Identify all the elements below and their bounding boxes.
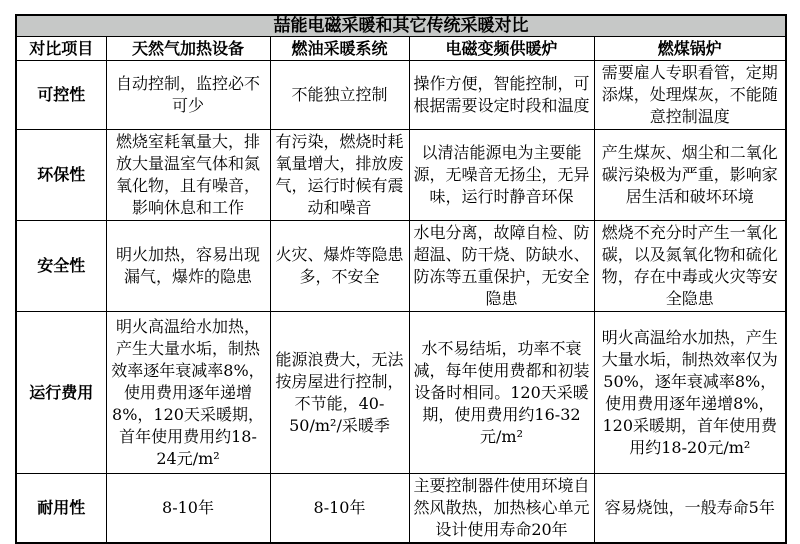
column-header-oil: 燃油采暖系统 xyxy=(270,37,409,61)
column-header-coal: 燃煤锅炉 xyxy=(594,37,786,61)
column-header-item: 对比项目 xyxy=(16,37,106,61)
table-cell: 容易烧蚀，一般寿命5年 xyxy=(594,474,786,544)
row-label: 安全性 xyxy=(16,221,106,312)
table-cell: 燃烧不充分时产生一氧化碳，以及氮氧化物和硫化物，存在中毒或火灾等安全隐患 xyxy=(594,221,786,312)
table-cell: 明火加热，容易出现漏气，爆炸的隐患 xyxy=(106,221,270,312)
row-label: 运行费用 xyxy=(16,312,106,474)
table-cell: 8-10年 xyxy=(270,474,409,544)
column-header-gas: 天然气加热设备 xyxy=(106,37,270,61)
table-cell: 产生煤灰、烟尘和二氧化碳污染极为严重，影响家居生活和破坏环境 xyxy=(594,130,786,221)
table-row-safety xyxy=(16,221,786,312)
table-cell: 有污染，燃烧时耗氧量增大，排放废气，运行时候有震动和噪音 xyxy=(270,130,409,221)
table-cell: 水电分离，故障自检、防超温、防干烧、防缺水、防冻等五重保护，无安全隐患 xyxy=(409,221,594,312)
table-row-operating-cost xyxy=(16,312,786,474)
table-cell: 以清洁能源电为主要能源，无噪音无扬尘，无异味，运行时静音环保 xyxy=(409,130,594,221)
table-cell: 8-10年 xyxy=(106,474,270,544)
table-header-row xyxy=(16,37,786,61)
table-cell: 燃烧室耗氧量大，排放大量温室气体和氮氧化物，且有噪音，影响休息和工作 xyxy=(106,130,270,221)
column-header-electromagnetic: 电磁变频供暖炉 xyxy=(409,37,594,61)
table-cell: 明火高温给水加热，产生大量水垢，制热效率仅为50%，逐年衰减率8%，使用费用逐年递增8%，120采暖期，首年使用费用约18-20元/m² xyxy=(594,312,786,474)
row-label: 耐用性 xyxy=(16,474,106,544)
table-cell: 自动控制，监控必不可少 xyxy=(106,61,270,130)
row-label: 环保性 xyxy=(16,130,106,221)
table-row-durability xyxy=(16,474,786,544)
table-row-environment xyxy=(16,130,786,221)
table-cell: 火灾、爆炸等隐患多，不安全 xyxy=(270,221,409,312)
table-cell: 明火高温给水加热，产生大量水垢，制热效率逐年衰减率8%，使用费用逐年递增8%，120天采暖期，首年使用费用约18-24元/m² xyxy=(106,312,270,474)
table-cell: 能源浪费大，无法按房屋进行控制，不节能，40-50/m²/采暖季 xyxy=(270,312,409,474)
table-title: 喆能电磁采暖和其它传统采暖对比 xyxy=(16,15,786,37)
table-cell: 不能独立控制 xyxy=(270,61,409,130)
table-cell: 主要控制器件使用环境自然风散热，加热核心单元设计使用寿命20年 xyxy=(409,474,594,544)
table-cell: 需要雇人专职看管，定期添煤，处理煤灰，不能随意控制温度 xyxy=(594,61,786,130)
table-cell: 水不易结垢，功率不衰减，每年使用费都和初装设备时相同。120天采暖期，使用费用约16-32元/m² xyxy=(409,312,594,474)
comparison-table xyxy=(15,14,787,544)
table-cell: 操作方便，智能控制，可根据需要设定时段和温度 xyxy=(409,61,594,130)
table-title-row xyxy=(16,15,786,37)
row-label: 可控性 xyxy=(16,61,106,130)
table-row-controllability xyxy=(16,61,786,130)
